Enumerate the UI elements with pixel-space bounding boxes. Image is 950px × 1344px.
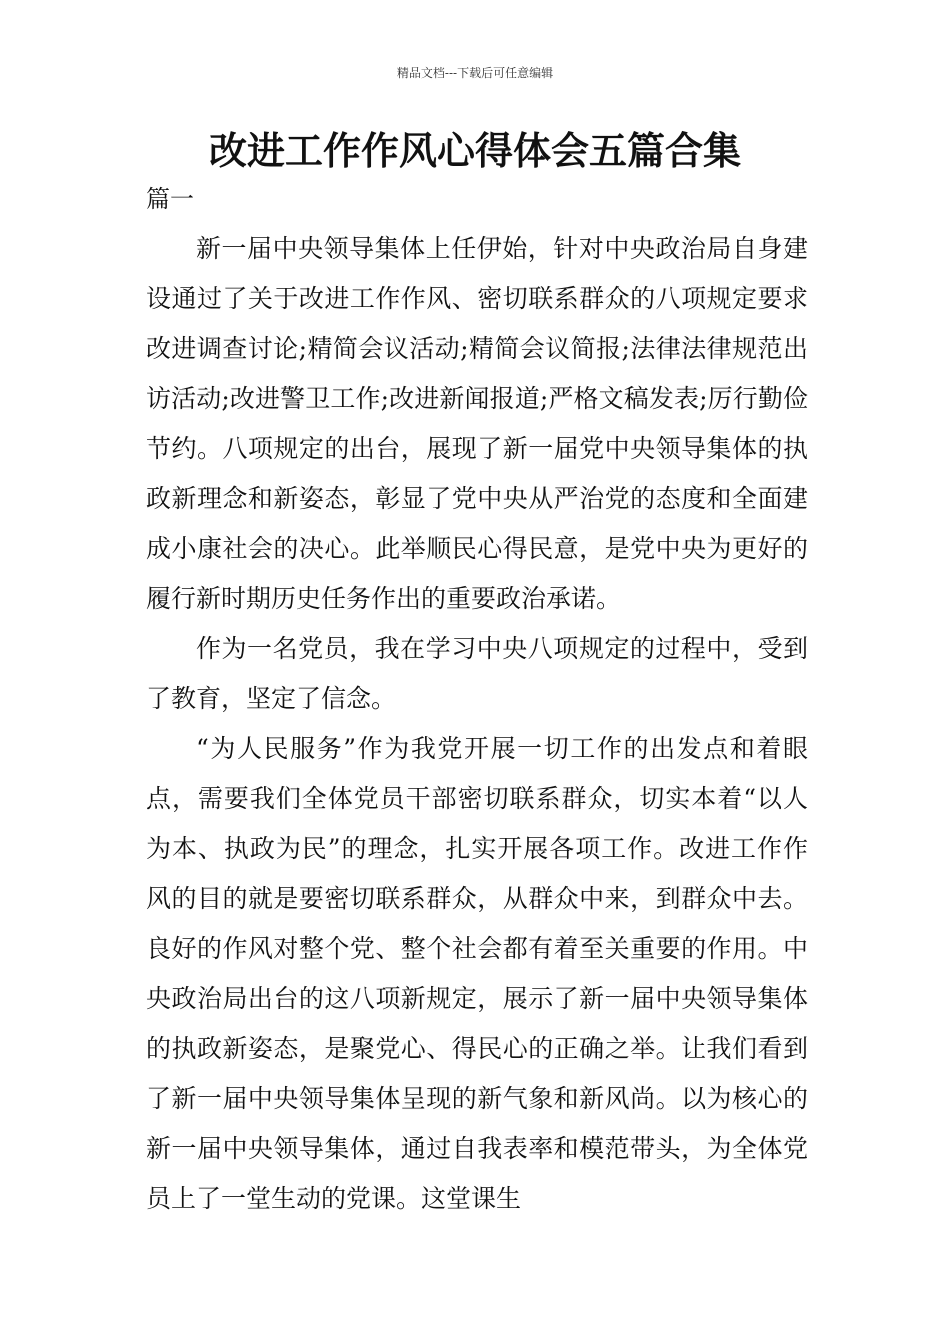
page-header: 精品文档---下载后可任意编辑	[396, 66, 554, 80]
paragraph-2: 作为一名党员，我在学习中央八项规定的过程中，受到了教育，坚定了信念。	[146, 634, 808, 713]
document-body	[146, 224, 808, 1224]
document-title: 改进工作作风心得体会五篇合集	[208, 129, 741, 173]
paragraph-3: “为人民服务”作为我党开展一切工作的出发点和着眼点，需要我们全体党员干部密切联系群众，切实本着“以人为本、执政为民”的理念，扎实开展各项工作。改进工作作风的目的就是要密切联系群众，从群众中来，到群众中去。良好的作风对整个党、整个社会都有着至关重要的作用。中央政治局出台的这八项新规定，展示了新一届中央领导集体的执政新姿态，是聚党心、得民心的正确之举。让我们看到了新一届中央领导集体呈现的新气象和新风尚。以为核心的新一届中央领导集体，通过自我表率和模范带头，为全体党员上了一堂生动的党课。这堂课生	[146, 734, 808, 1213]
paragraph-1: 新一届中央领导集体上任伊始，针对中央政治局自身建设通过了关于改进工作作风、密切联系群众的八项规定要求改进调查讨论;精简会议活动;精简会议简报;法律法律规范出访活动;改进警卫工作;改进新闻报道;严格文稿发表;厉行勤俭节约。八项规定的出台，展现了新一届党中央领导集体的执政新理念和新姿态，彰显了党中央从严治党的态度和全面建成小康社会的决心。此举顺民心得民意，是党中央为更好的履行新时期历史任务作出的重要政治承诺。	[146, 234, 808, 613]
section-label: 篇一	[146, 185, 194, 213]
